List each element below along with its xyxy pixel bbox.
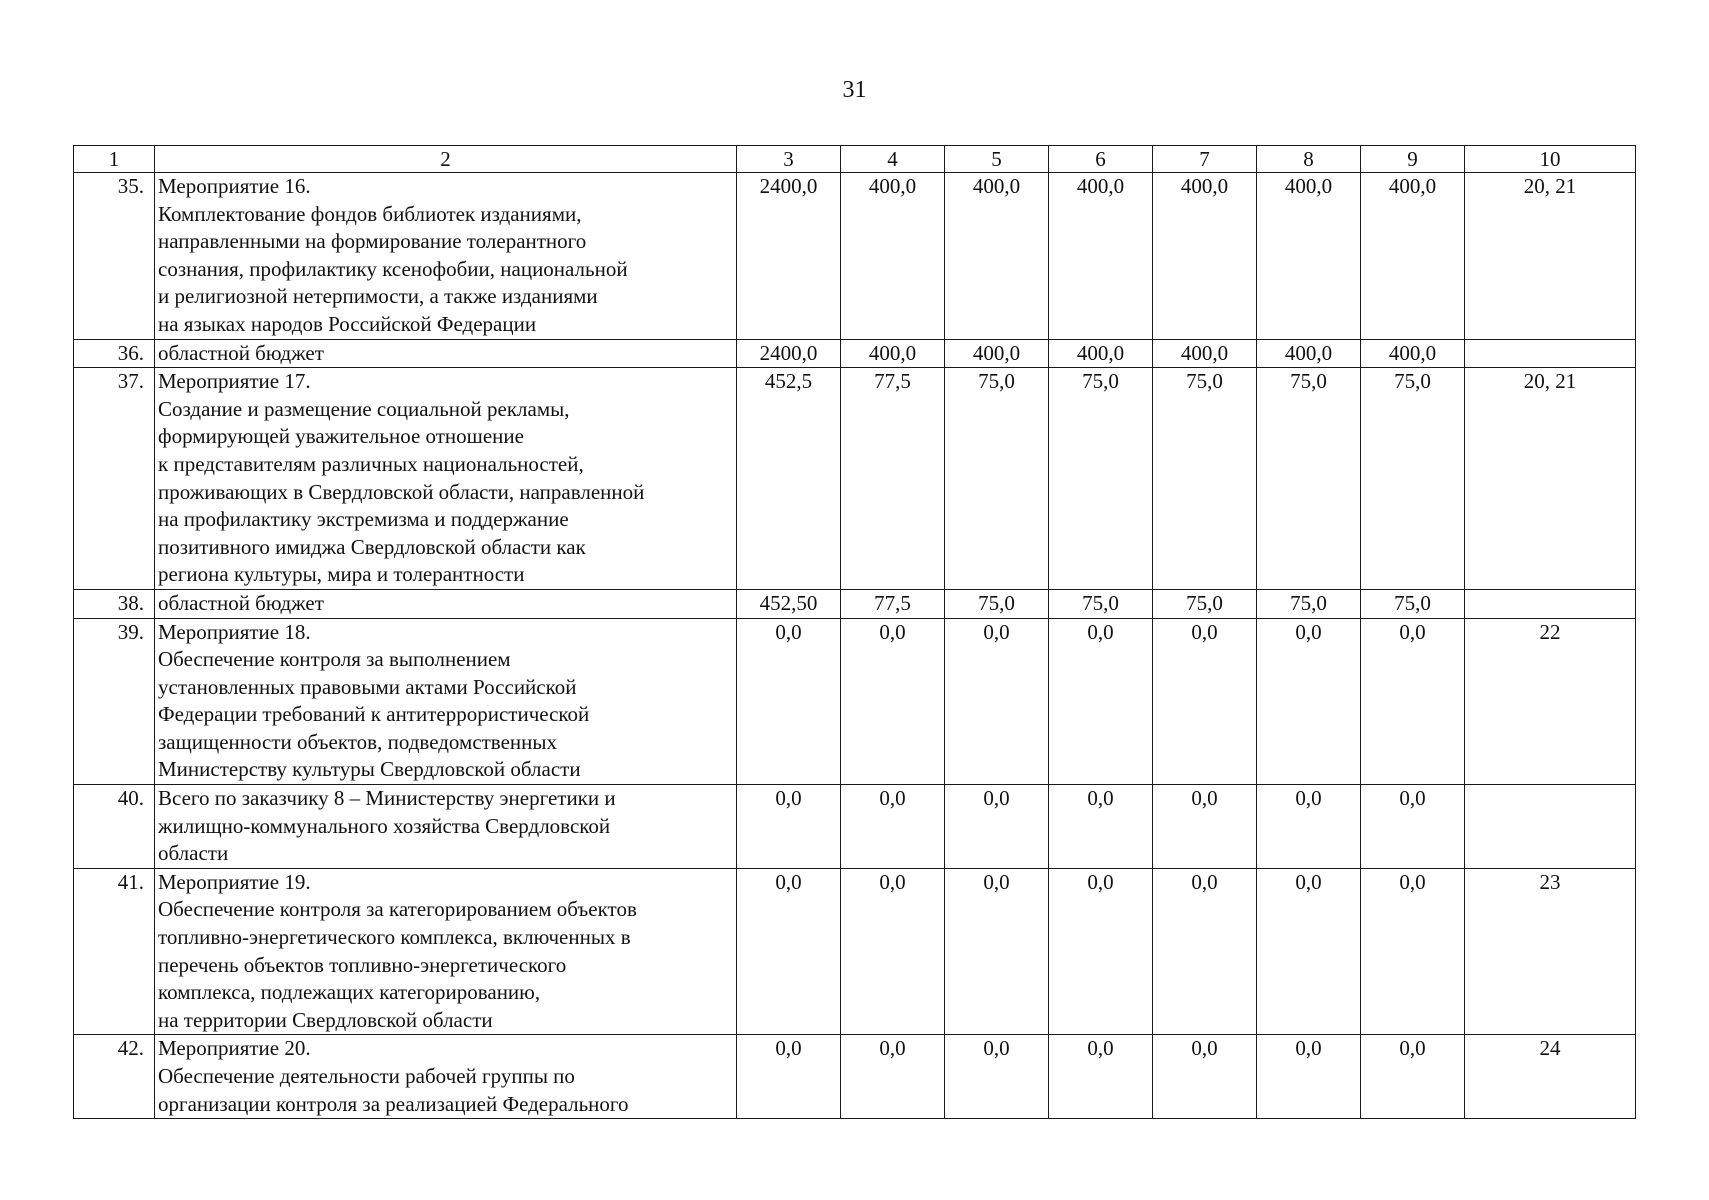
description-line: Комплектование фондов библиотек изданиями, (158, 201, 582, 226)
value-cell-col-4: 0,0 (841, 618, 945, 785)
row-number-cell: 41. (74, 868, 155, 1035)
value-cell-col-5: 0,0 (945, 618, 1049, 785)
description-cell (155, 618, 737, 785)
value-cell-col-8: 0,0 (1257, 868, 1361, 1035)
target-reference-cell (1465, 785, 1636, 869)
value-cell-col-5: 75,0 (945, 368, 1049, 590)
column-header-cell: 4 (841, 146, 945, 173)
value-cell-col-9: 75,0 (1361, 368, 1465, 590)
value-cell-col-6: 75,0 (1049, 589, 1153, 618)
value-cell-col-7: 0,0 (1153, 868, 1257, 1035)
value-cell-col-3: 2400,0 (737, 339, 841, 368)
description-line: проживающих в Свердловской области, направленной (158, 479, 645, 504)
value-cell-col-7: 0,0 (1153, 785, 1257, 869)
table-row (74, 618, 1636, 785)
row-number-cell: 35. (74, 173, 155, 340)
row-number-cell: 40. (74, 785, 155, 869)
value-cell-col-6: 0,0 (1049, 618, 1153, 785)
description-line: региона культуры, мира и толерантности (158, 562, 525, 587)
column-header-cell: 8 (1257, 146, 1361, 173)
value-cell-col-6: 400,0 (1049, 339, 1153, 368)
row-number-cell: 36. (74, 339, 155, 368)
value-cell-col-3: 0,0 (737, 1035, 841, 1119)
row-number-cell: 38. (74, 589, 155, 618)
value-cell-col-9: 0,0 (1361, 785, 1465, 869)
value-cell-col-7: 0,0 (1153, 618, 1257, 785)
row-number-cell: 42. (74, 1035, 155, 1119)
table-row (74, 868, 1636, 1035)
target-reference-cell: 24 (1465, 1035, 1636, 1119)
table-row (74, 1035, 1636, 1119)
value-cell-col-3: 0,0 (737, 868, 841, 1035)
description-line: и религиозной нетерпимости, а также изданиями (158, 284, 598, 309)
description-line: топливно-энергетического комплекса, включенных в (158, 925, 631, 950)
description-line: Мероприятие 18. (158, 619, 311, 644)
description-line: Министерству культуры Свердловской области (158, 757, 581, 782)
value-cell-col-5: 75,0 (945, 589, 1049, 618)
table-row (74, 173, 1636, 340)
description-line: к представителям различных национальностей, (158, 451, 584, 476)
value-cell-col-4: 0,0 (841, 785, 945, 869)
value-cell-col-3: 0,0 (737, 618, 841, 785)
description-line: областной бюджет (158, 590, 324, 615)
description-cell (155, 785, 737, 869)
column-header-cell: 6 (1049, 146, 1153, 173)
value-cell-col-4: 0,0 (841, 868, 945, 1035)
page-number: 31 (842, 77, 867, 103)
value-cell-col-8: 0,0 (1257, 618, 1361, 785)
value-cell-col-7: 0,0 (1153, 1035, 1257, 1119)
value-cell-col-9: 400,0 (1361, 339, 1465, 368)
table-row (74, 589, 1636, 618)
description-line: Мероприятие 17. (158, 369, 311, 394)
value-cell-col-7: 400,0 (1153, 173, 1257, 340)
description-line: Всего по заказчику 8 – Министерству энергетики и (158, 786, 616, 811)
value-cell-col-3: 2400,0 (737, 173, 841, 340)
column-header-cell: 3 (737, 146, 841, 173)
target-reference-cell (1465, 589, 1636, 618)
value-cell-col-5: 400,0 (945, 339, 1049, 368)
description-line: на территории Свердловской области (158, 1007, 493, 1032)
value-cell-col-9: 400,0 (1361, 173, 1465, 340)
value-cell-col-8: 400,0 (1257, 339, 1361, 368)
value-cell-col-6: 75,0 (1049, 368, 1153, 590)
description-line: Обеспечение контроля за выполнением (158, 647, 511, 672)
value-cell-col-5: 0,0 (945, 785, 1049, 869)
description-line: формирующей уважительное отношение (158, 424, 524, 449)
value-cell-col-7: 75,0 (1153, 589, 1257, 618)
value-cell-col-9: 0,0 (1361, 618, 1465, 785)
value-cell-col-4: 0,0 (841, 1035, 945, 1119)
description-line: организации контроля за реализацией Федерального (158, 1091, 629, 1116)
value-cell-col-4: 77,5 (841, 368, 945, 590)
value-cell-col-8: 75,0 (1257, 368, 1361, 590)
value-cell-col-5: 0,0 (945, 1035, 1049, 1119)
value-cell-col-8: 400,0 (1257, 173, 1361, 340)
value-cell-col-4: 77,5 (841, 589, 945, 618)
column-header-cell: 2 (155, 146, 737, 173)
description-cell (155, 339, 737, 368)
description-line: Мероприятие 20. (158, 1036, 311, 1061)
description-line: областной бюджет (158, 340, 324, 365)
value-cell-col-9: 0,0 (1361, 868, 1465, 1035)
value-cell-col-8: 0,0 (1257, 785, 1361, 869)
description-cell (155, 173, 737, 340)
table-body (74, 146, 1636, 1119)
table-row (74, 368, 1636, 590)
column-header-cell: 10 (1465, 146, 1636, 173)
description-line: Обеспечение контроля за категорированием объектов (158, 897, 637, 922)
row-number-cell: 39. (74, 618, 155, 785)
value-cell-col-5: 400,0 (945, 173, 1049, 340)
value-cell-col-6: 400,0 (1049, 173, 1153, 340)
table-row (74, 785, 1636, 869)
value-cell-col-6: 0,0 (1049, 1035, 1153, 1119)
value-cell-col-3: 452,5 (737, 368, 841, 590)
column-header-cell: 1 (74, 146, 155, 173)
target-reference-cell (1465, 339, 1636, 368)
value-cell-col-8: 75,0 (1257, 589, 1361, 618)
value-cell-col-9: 75,0 (1361, 589, 1465, 618)
description-line: Мероприятие 16. (158, 174, 311, 198)
description-line: сознания, профилактику ксенофобии, национальной (158, 256, 628, 281)
description-line: защищенности объектов, подведомственных (158, 729, 558, 754)
description-line: установленных правовыми актами Российской (158, 674, 577, 699)
target-reference-cell: 22 (1465, 618, 1636, 785)
description-cell (155, 868, 737, 1035)
target-reference-cell: 20, 21 (1465, 368, 1636, 590)
value-cell-col-6: 0,0 (1049, 868, 1153, 1035)
target-reference-cell: 23 (1465, 868, 1636, 1035)
description-line: комплекса, подлежащих категорированию, (158, 980, 541, 1005)
description-line: на профилактику экстремизма и поддержание (158, 507, 569, 532)
value-cell-col-4: 400,0 (841, 173, 945, 340)
description-line: Создание и размещение социальной рекламы, (158, 396, 570, 421)
description-cell (155, 1035, 737, 1119)
value-cell-col-7: 75,0 (1153, 368, 1257, 590)
description-line: Обеспечение деятельности рабочей группы по (158, 1064, 575, 1088)
column-header-cell: 5 (945, 146, 1049, 173)
description-cell (155, 589, 737, 618)
description-line: позитивного имиджа Свердловской области как (158, 534, 586, 559)
description-line: Федерации требований к антитеррористической (158, 702, 590, 727)
description-cell (155, 368, 737, 590)
description-line: Мероприятие 19. (158, 869, 311, 894)
value-cell-col-9: 0,0 (1361, 1035, 1465, 1119)
row-number-cell: 37. (74, 368, 155, 590)
value-cell-col-4: 400,0 (841, 339, 945, 368)
description-line: направленными на формирование толерантного (158, 229, 587, 254)
value-cell-col-8: 0,0 (1257, 1035, 1361, 1119)
value-cell-col-5: 0,0 (945, 868, 1049, 1035)
table-row (74, 339, 1636, 368)
description-line: области (158, 841, 229, 866)
column-number-header-row (74, 146, 1636, 173)
value-cell-col-7: 400,0 (1153, 339, 1257, 368)
description-line: перечень объектов топливно-энергетического (158, 952, 567, 977)
value-cell-col-3: 452,50 (737, 589, 841, 618)
column-header-cell: 7 (1153, 146, 1257, 173)
value-cell-col-6: 0,0 (1049, 785, 1153, 869)
target-reference-cell: 20, 21 (1465, 173, 1636, 340)
description-line: жилищно-коммунального хозяйства Свердловской (158, 813, 611, 838)
description-line: на языках народов Российской Федерации (158, 311, 537, 336)
column-header-cell: 9 (1361, 146, 1465, 173)
program-activities-table (73, 145, 1636, 1119)
value-cell-col-3: 0,0 (737, 785, 841, 869)
